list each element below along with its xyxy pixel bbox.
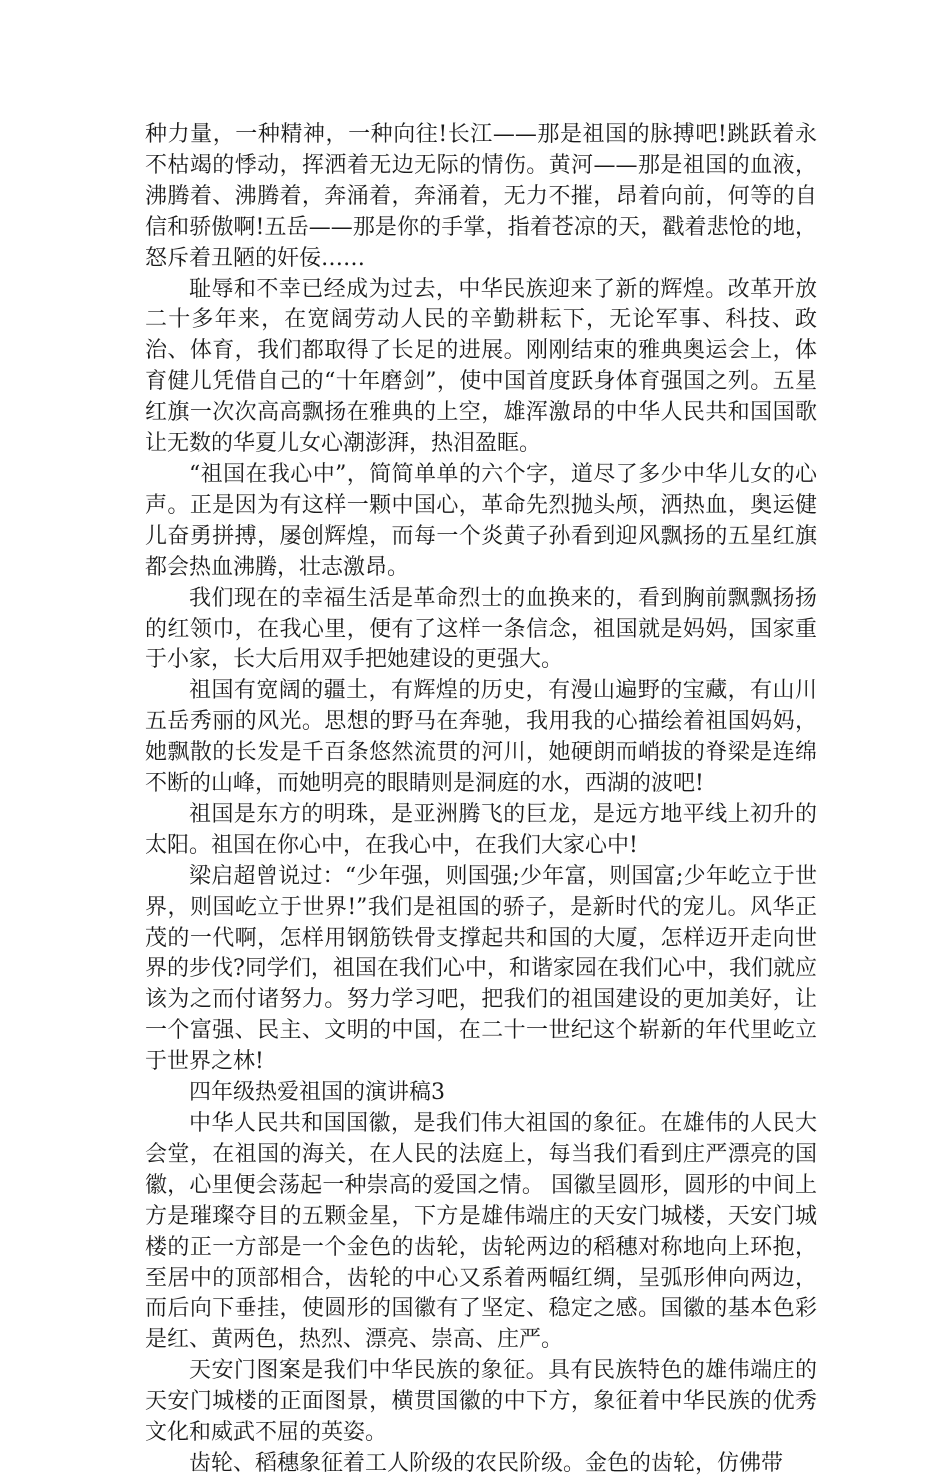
paragraph-6: 祖国是东方的明珠，是亚洲腾飞的巨龙，是远方地平线上初升的太阳。祖国在你心中，在我心中，在我们大家心中! xyxy=(145,801,817,858)
paragraph-8: 中华人民共和国国徽，是我们伟大祖国的象征。在雄伟的人民大会堂，在祖国的海关，在人民的法庭上，每当我们看到庄严漂亮的国徽，心里便会荡起一种崇高的爱国之情。 国徽呈圆形，圆形的中间上方是璀璨夺目的五颗金星，下方是雄伟端庄的天安门城楼，天安门城楼的正一方部是一个金色的齿轮，齿轮两边的稻穗对称地向上环抱，至居中的顶部相合，齿轮的中心又系着两幅红绸，呈弧形伸向两边，而后向下垂挂，使圆形的国徽有了坚定、稳定之感。国徽的基本色彩是红、黄两色，热烈、漂亮、崇高、庄严。 xyxy=(145,1111,817,1353)
paragraph-3: “祖国在我心中”，简简单单的六个字，道尽了多少中华儿女的心声。正是因为有这样一颗中国心，革命先烈抛头颅，洒热血，奥运健儿奋勇拼搏，屡创辉煌，而每一个炎黄子孙看到迎风飘扬的五星红旗都会热血沸腾，壮志激昂。 xyxy=(145,461,817,580)
paragraph-7: 梁启超曾说过：“少年强，则国强;少年富，则国富;少年屹立于世界，则国屹立于世界!”我们是祖国的骄子，是新时代的宠儿。风华正茂的一代啊，怎样用钢筋铁骨支撑起共和国的大厦，怎样迈开走向世界的步伐?同学们，祖国在我们心中，和谐家园在我们心中，我们就应该为之而付诸努力。努力学习吧，把我们的祖国建设的更加美好，让一个富强、民主、文明的中国，在二十一世纪这个崭新的年代里屹立于世界之林! xyxy=(145,863,817,1075)
paragraph-2: 耻辱和不幸已经成为过去，中华民族迎来了新的辉煌。改革开放二十多年来，在宽阔劳动人民的辛勤耕耘下，无论军事、科技、政治、体育，我们都取得了长足的进展。刚刚结束的雅典奥运会上，体育健儿凭借自己的“十年磨剑”，使中国首度跃身体育强国之列。五星红旗一次次高高飘扬在雅典的上空，雄浑激昂的中华人民共和国国歌让无数的华夏儿女心潮澎湃，热泪盈眶。 xyxy=(145,276,817,457)
paragraph-10: 齿轮、稻穗象征着工人阶级的农民阶级。金色的齿轮，仿佛带 xyxy=(189,1450,784,1476)
document-page xyxy=(145,120,817,1480)
paragraph-4: 我们现在的幸福生活是革命烈士的血换来的，看到胸前飘飘扬扬的红领巾，在我心里，便有了这样一条信念，祖国就是妈妈，国家重于小家，长大后用双手把她建设的更强大。 xyxy=(145,585,817,673)
paragraph-1: 种力量，一种精神，一种向往!长江——那是祖国的脉搏吧!跳跃着永不枯竭的悸动，挥洒着无边无际的情伤。黄河——那是祖国的血液，沸腾着、沸腾着，奔涌着，奔涌着，无力不摧，昂着向前，何等的自信和骄傲啊!五岳——那是你的手掌，指着苍凉的天，戳着悲怆的地，怒斥着丑陋的奸佞…… xyxy=(145,122,817,271)
paragraph-9: 天安门图案是我们中华民族的象征。具有民族特色的雄伟端庄的天安门城楼的正面图景，横贯国徽的中下方，象征着中华民族的优秀文化和威武不屈的英姿。 xyxy=(145,1358,817,1446)
paragraph-5: 祖国有宽阔的疆土，有辉煌的历史，有漫山遍野的宝藏，有山川五岳秀丽的风光。思想的野马在奔驰，我用我的心描绘着祖国妈妈，她飘散的长发是千百条悠然流贯的河川，她硬朗而峭拔的脊梁是连绵不断的山峰，而她明亮的眼睛则是洞庭的水，西湖的波吧! xyxy=(145,678,817,797)
section-heading: 四年级热爱祖国的演讲稿3 xyxy=(189,1080,445,1106)
